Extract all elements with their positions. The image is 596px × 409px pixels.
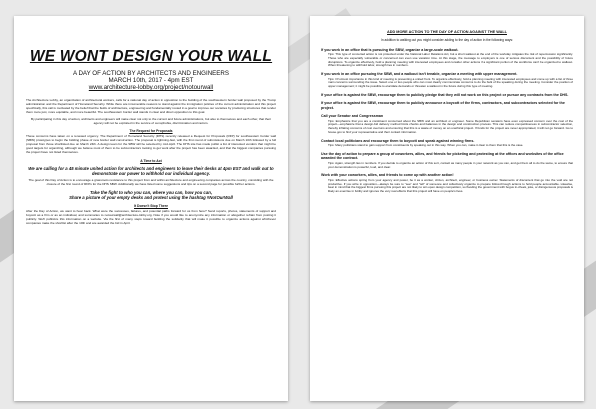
action-item [321,72,573,89]
subtitle-line-date: MARCH 10th, 2017 - 4pm EST [108,77,194,84]
action-item [321,173,573,194]
action-item [321,101,573,110]
subtitle-line-organizer: A DAY OF ACTION BY ARCHITECTS AND ENGINEERS [72,70,230,77]
action-heading: If you work in an office pursuing the SBW, and a walkout isn't tenable, organize a meeting with upper management. [321,72,518,77]
action-tips: Tips: Emphasize that you are a constituent concerned about the SBW and an architect or engineer. Some Republican senators have even expressed concern over the cost of the project—emphasize that a design-bid delivery method limits checks and balances in the design and construction process. This can reduce competitiveness in subcontractor selection, thereby inflating concerns of cost overruns and ensuring that this is a waste of money on an unethical project. If funds for the project are never appropriated, it will not go forward. Go to house.gov to find your representative and their contact information. [328,118,573,134]
action-heading: If your office is against the SBW, encourage them to publicly announce a boycott of the firms, contractors, and subcontractors selected for the project. [321,101,565,110]
final-paragraph: After the Day of Action, we want to hear back. What were the successes, failures, and potential paths forward for us from here? Send reports, photos, statements of support and boycott as a firm or as an individual, and summaries to notourwall@architecture-lobby.org. Note if you would like to anonymize any information or altogether refrain from posting it publicly. We'll publicize this information on a website. Via the first of many steps toward building the solidarity that will make it possible to organize actions against whichever companies make the shortlist after the 10th and are awarded the bid in April. [26,208,276,225]
flyer-page-1 [14,16,288,401]
flyer-page-2 [310,16,584,401]
action-tips: Tips: Again, strength lies in numbers. If you decide to organize an action of this sort, contact as many people in your network as you can, and get them all to do the same, to ensure that your demonstration is powerful, loud, and clear. [328,160,573,169]
action-item [321,114,573,135]
page-intro: In addition to walking out you might consider adding to the day of action in the following ways: [380,37,513,42]
action-item [321,139,573,148]
action-tips: Tips: Effective actions spring from your agency and power, be it as a worker, citizen, architect, engineer, or business owner. Statements of discontent that go into the void are not productive. If you write in opposition—always be sure to "see" and "tell" of someone and collectively organize to prepare follow-through actions to hold people accountable. Likewise, bear in mind that the biggest firms pursuing this project are not likely to win open design competition, so flooding the government with bogus in-cheek, joke, or disingenuous proposals is likely an exercise in futility and ignores the very real effects that this project will have on people's lives. [328,177,573,194]
event-subtitle [26,70,276,91]
action-item [321,152,573,169]
page-title: WE WONT DESIGN YOUR WALL [29,48,273,65]
intro-paragraph: By participating in this day of action, architects and engineers will make clear not only to the current and future administrations, but also to themselves and each other, that their agency will not be exploited in the service of xenophobia, discrimination and racism. [31,116,271,125]
intro-paragraph: The Architecture Lobby, an organization of architectural workers, calls for a national day of action in opposition to the building of the southwestern border wall proposed by the Trump administration and the Department of Homeland Security. While there are innumerable reasons to stand against the immigration policies of the current administration and this project specifically, this call is motivated by the belief that the fields of architecture, engineering and fundamentally rooted in a goal to improve our societies by producing structures that render them more just, more equitable, and more beautiful. The southwestern border wall stands in clear and direct opposition to this goal. [26,98,276,114]
action-heading: If you work in an office that is pursuing the SBW, organize a large-scale walkout. [321,47,459,52]
action-item [321,93,573,97]
page-title: ADD MORE ACTION TO THE DAY OF ACTION AGAINST THE WALL [387,30,507,34]
section-heading-doesnt-stop: It Doesn't Stop There [134,203,168,208]
action-heading: If your office is against the SBW, encourage them to publicly pledge that they will not work on this project or pursue any contracts from the DHS. [321,92,569,97]
action-tips: Tips: This type of concerted action is not protected under the National Labor Relations Act, but a short walkout at the end of the workday mitigates the risk of repercussion significantly. Those who are especially vulnerable or concerned can even use vacation time. At this stage, the message to employers is one of serious discontent and the possibility of future disruptions. To organize effectively, hold a planning meeting with interested employees and consider other actions if a significant portion of the workforce can't be organized to walkout. When threatening to withhold labor, strength lies in numbers. [328,51,573,68]
action-heading: Work with your coworkers, allies, and friends to come up with another action! [321,173,454,178]
action-heading: Call your Senator and Congressman [321,114,384,119]
action-item [321,48,573,69]
goal-paragraph: The goal of this Day of Action is to encourage a grassroots resistance to this project from and within architecture and engineering companies across the country, coinciding with the closure of the first round of RFPs for the DHS SBW. Additionally we have listed some suggestions and tips on a second page for possible further actions. [28,177,274,186]
section-heading-rfp: The Request for Proposals [129,129,173,134]
action-heading: Contact local politicians and encourage them to boycott and speak against winning firms. [321,138,475,143]
project-url-link[interactable]: www.architecture-lobby.org/project/notourwall [88,84,214,91]
action-tips: Tips: Many politicians stand to gain support from constituents by speaking out in this way. When you can, make it clear to them that this is the case. [328,143,524,148]
action-heading: Use the day of action to prepare a group of coworkers, allies, and friends for picketing and protesting at the offices and worksites of the office awarded the contract. [321,151,564,161]
action-tips: Tips: Of utmost importance in this kind of meeting is presenting a united front. To organize effectively, hold a planning meeting with interested employees and come up with a list of three main concerns surrounding the issue. Select one or two people who can most clearly communicate concerns to do the bulk of the speaking during the meeting. Consider the position of upper management; it might be possible to elucidate demands or threaten a walkout in the future during this type of meeting. [328,76,573,89]
rfp-paragraph: These concerns have taken on a renewed urgency. The Department of Homeland Security (DHS) recently released a Request for Proposals (RFP) for southwestern border wall (SBW) prototypes to begin the bidding phase of new border wall construction. The proposal is lightning-fast, with the first round of submissions due on March 10th followed by a full proposal from those shortlisted due on March 24th. A design team for the SBW will be selected by mid-April. The DHS site has made public a list of interested vendors that might be good targets for organizing, although we believe most of them to be subcontractors looking to get work after the project has been awarded, and that the biggest companies pursuing the project have not listed themselves. [26,134,276,155]
slogan-line: Take the fight to who you can, where you can, how you can, [89,189,213,195]
slogan-hashtag-line: Share a picture of your empty desks and protest using the hashtag #NotOurWall [69,194,233,200]
call-to-action: We are calling for a 45 minute united action for architects and engineers to leave their desks at 4pm EST and walk out to demonstrate our power to withhold our individual agency. [28,165,274,176]
section-heading-time-to-act: A Time to Act [140,158,162,163]
